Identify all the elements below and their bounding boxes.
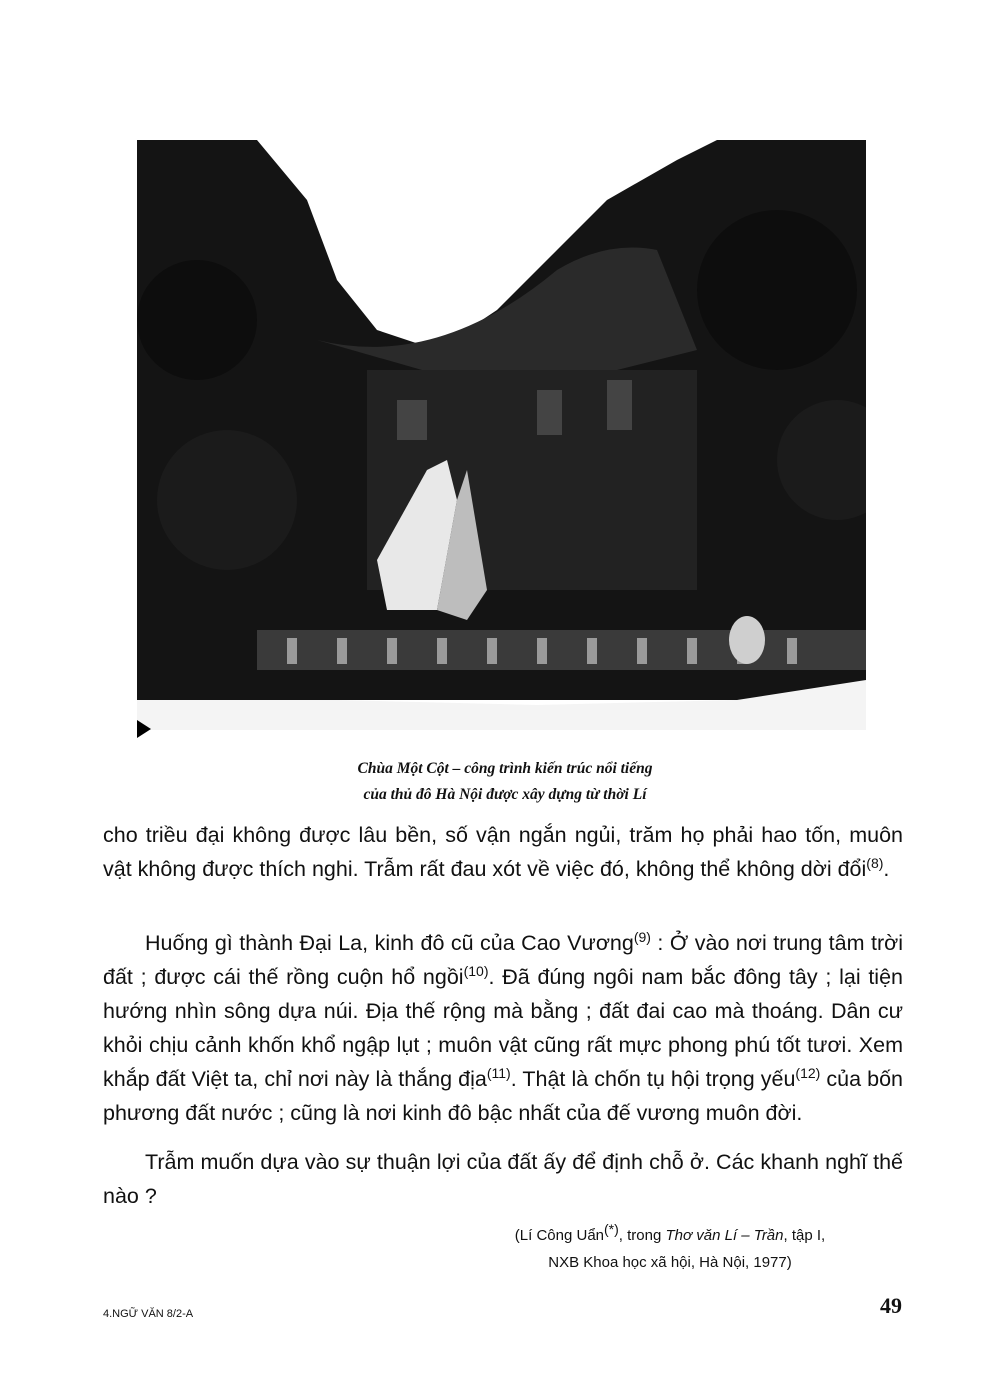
footnote-ref-10: (10) [463, 962, 489, 979]
citation-line2: NXB Khoa học xã hội, Hà Nội, 1977) [548, 1254, 792, 1271]
footnote-ref-8: (8) [866, 854, 884, 871]
bullet-mark [137, 720, 151, 738]
page-number: 49 [880, 1293, 902, 1318]
paragraph-3: Trẫm muốn dựa vào sự thuận lợi của đất ấy để định chỗ ở. Các khanh nghĩ thế nào ? [103, 1150, 903, 1208]
photo-caption-line1: Chùa Một Cột – công trình kiến trúc nổi tiếng [357, 760, 653, 777]
citation-line1: (Lí Công Uẩn(*), trong Thơ văn Lí – Trần, tập I, [514, 1221, 826, 1244]
footer-book-code: 4.NGỮ VĂN 8/2-A [103, 1308, 194, 1320]
footnote-ref-9: (9) [633, 928, 651, 945]
photo-caption-line2: của thủ đô Hà Nội được xây dựng từ thời Lí [363, 786, 647, 803]
footnote-ref-11: (11) [486, 1064, 511, 1081]
paragraph-2: Huống gì thành Đại La, kinh đô cũ của Cao Vương$^{(9)}$ : Ở vào nơi trung tâm trời đất ; được cái thế rồng cuộn hổ ngồi$^{(10)}$. Đã đúng ngôi nam bắc đông tây ; lại tiện hướng nhìn sông dựa núi. Địa thế rộng mà bằng ; đất đai cao mà thoáng. Dân cư khỏi chịu cảnh khốn khổ ngập lụt ; muôn vật cũng rất mực phong phú tốt tươi. Xem khắp đất Việt ta, chỉ nơi này là thắng địa$^{(11)}$. Thật là chốn tụ hội trọng yếu$^{(12)}$ của bốn phương đất nước ; cũng là nơi kinh đô bậc nhất của đế vương muôn đời. [103, 928, 904, 1125]
footnote-ref-12: (12) [795, 1064, 821, 1081]
pagoda-photo [137, 140, 866, 730]
paragraph-1: cho triều đại không được lâu bền, số vận ngắn ngủi, trăm họ phải hao tốn, muôn vật không được thích nghi. Trẫm rất đau xót về việc đó, không thể không dời đổi$^{(8)}$. [103, 823, 903, 881]
